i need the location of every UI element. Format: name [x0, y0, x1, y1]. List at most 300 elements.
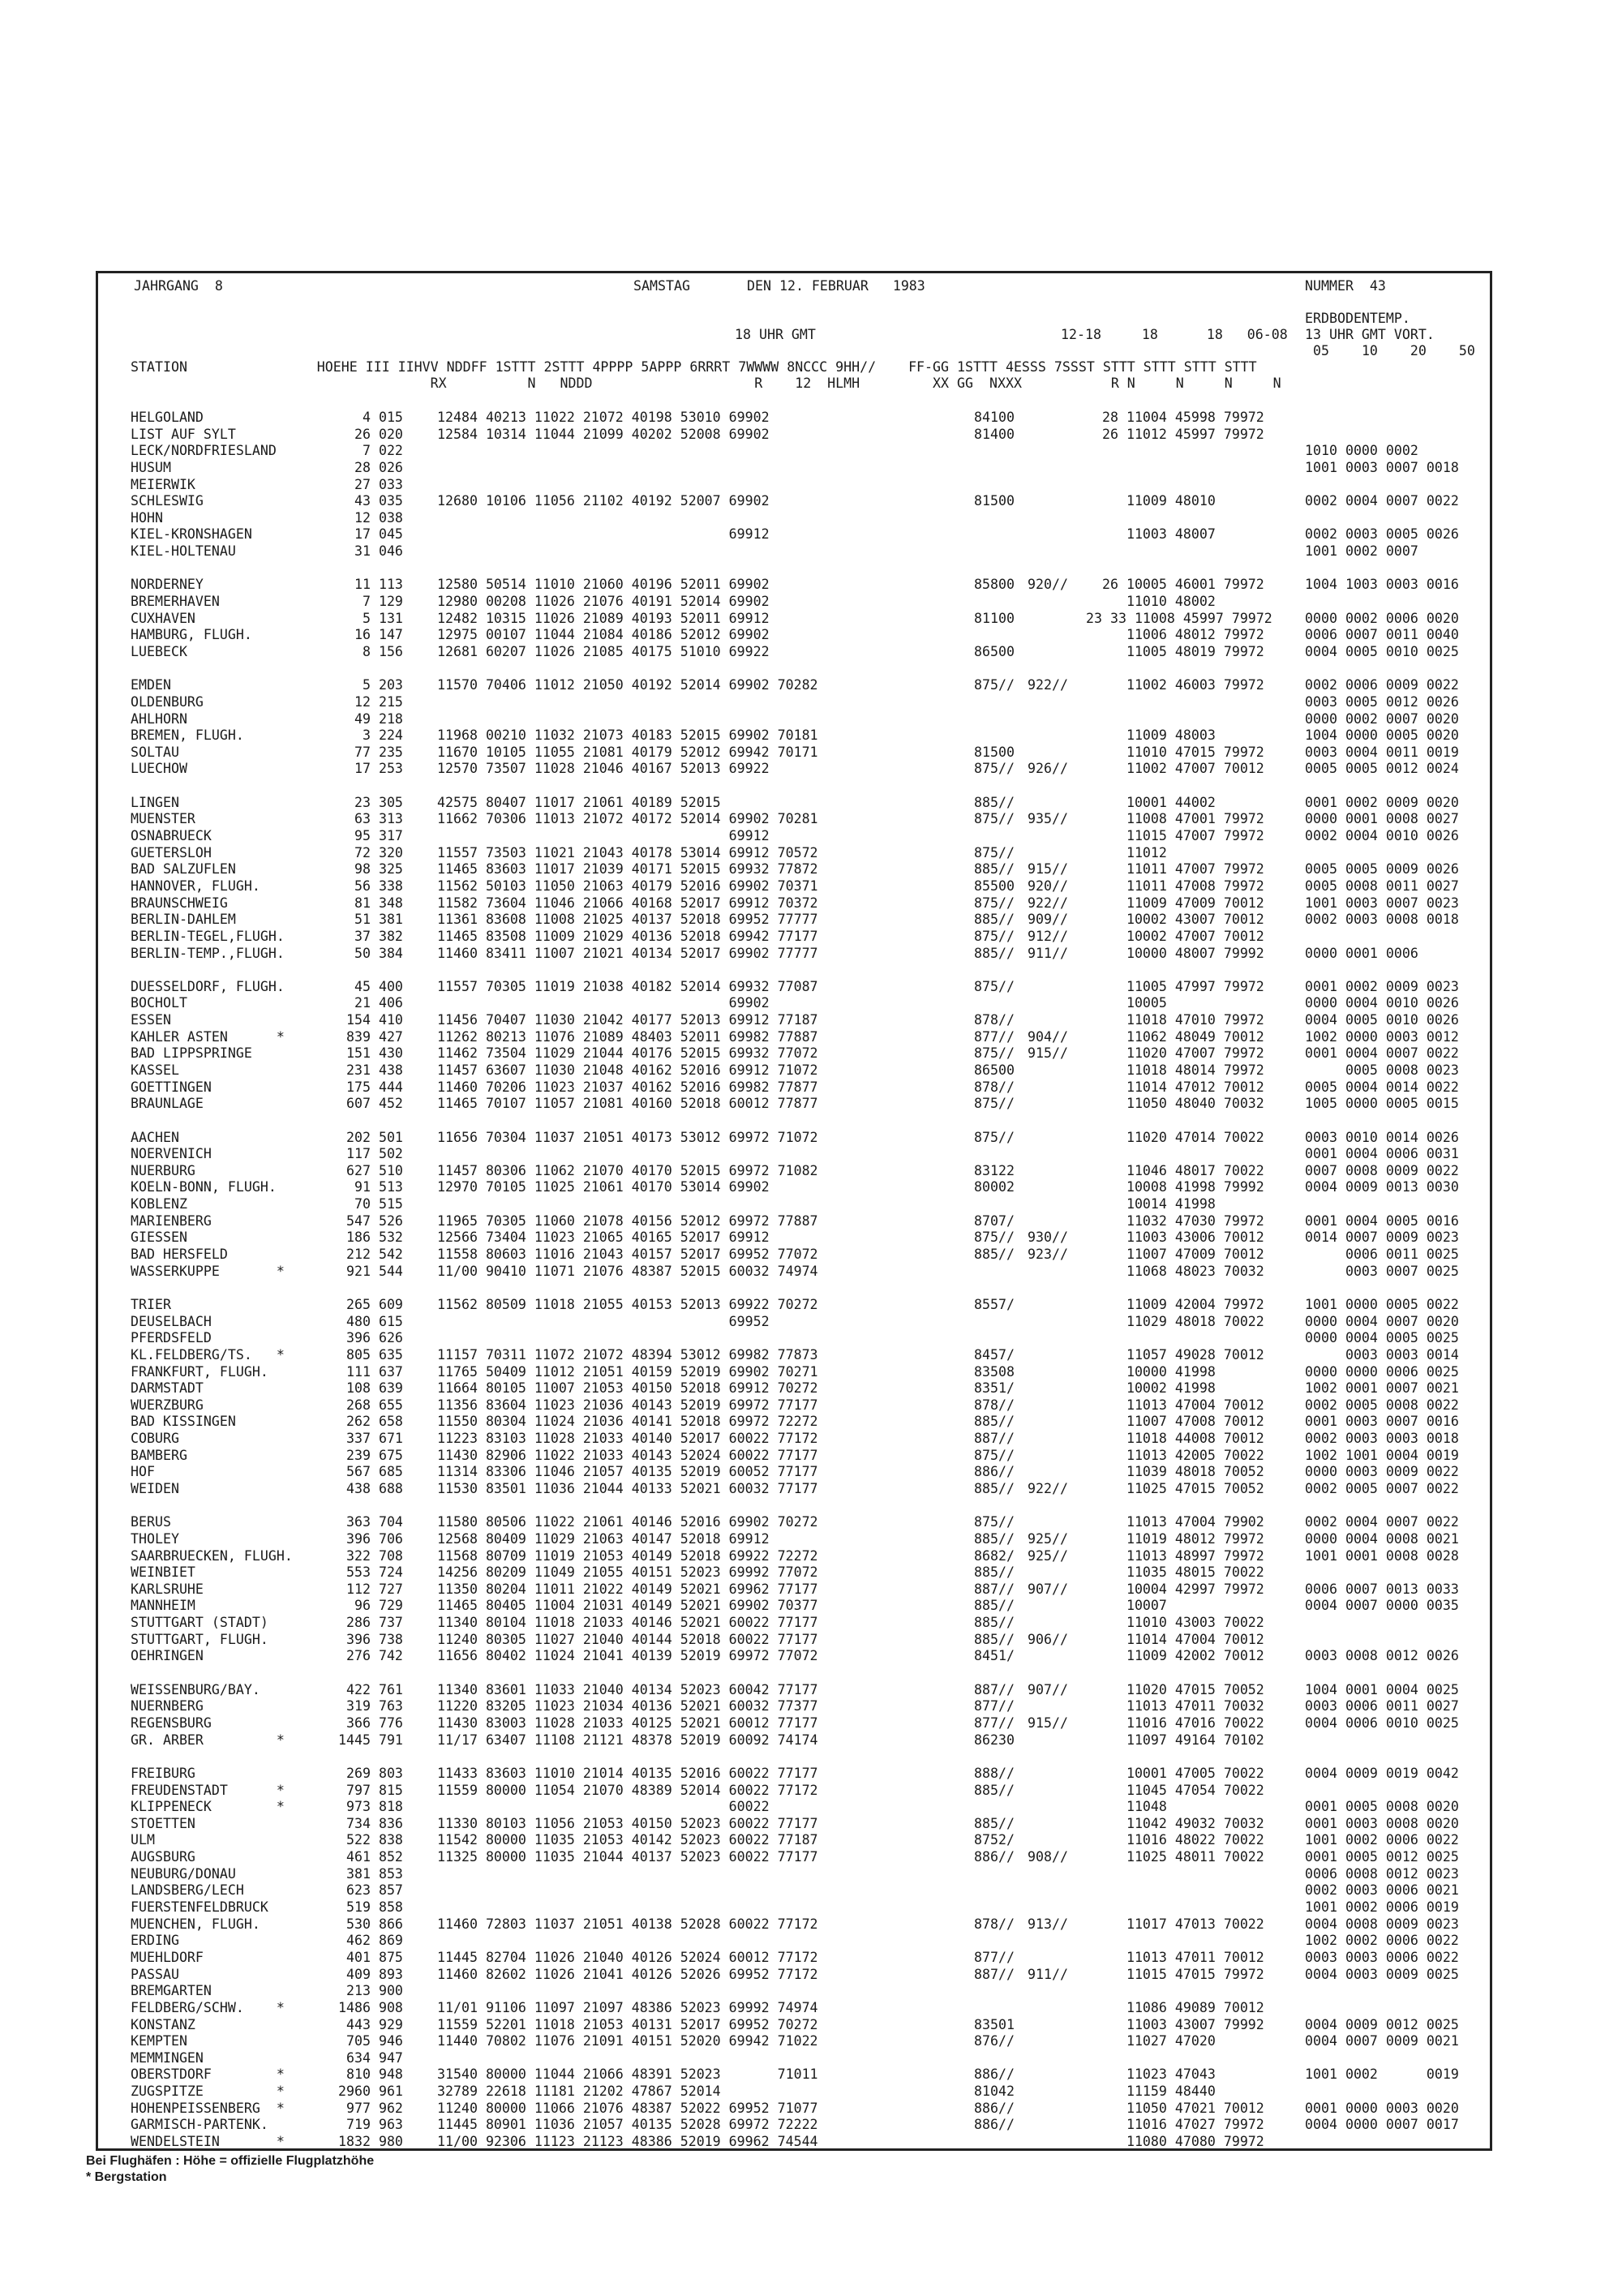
synop-groups: 11559 52201 11018 21053 40131 52017 69952 70272: [437, 2016, 818, 2032]
extra-groups: 11159 48440: [1086, 2084, 1216, 2100]
synop-groups: 69902: [437, 995, 770, 1011]
station-name: KEMPTEN: [131, 2033, 187, 2049]
table-row: [98, 1448, 1490, 1465]
station-name: HOHN: [131, 509, 163, 526]
station-name: KOELN-BONN, FLUGH.: [131, 1179, 277, 1195]
extra-groups: 11012: [1086, 844, 1167, 860]
table-row: [98, 493, 1490, 510]
soil-temperatures: 0006 0008 0012 0023: [1305, 1865, 1459, 1882]
cloud-height-group: 908//: [1028, 1849, 1068, 1865]
cloud-group: 875//: [974, 978, 1015, 994]
extra-groups: 11086 49089 70012: [1086, 1999, 1264, 2015]
cloud-group: 885//: [974, 1530, 1015, 1547]
cloud-group: 84100: [974, 410, 1015, 425]
table-row: [98, 1916, 1490, 1933]
station-name: KL.FELDBERG/TS. *: [131, 1346, 285, 1363]
soil-temperatures: 1002 0002 0006 0022: [1305, 1933, 1459, 1949]
obs-time-13gmt: 13 UHR GMT VORT.: [1305, 327, 1435, 342]
synop-groups: 11559 80000 11054 21070 48389 52014 60022 77172: [437, 1782, 818, 1798]
cloud-group: 886//: [974, 1849, 1015, 1865]
station-name: AHLHORN: [131, 710, 187, 727]
station-name: HUSUM: [131, 459, 171, 475]
station-name: BERUS: [131, 1514, 171, 1530]
table-row: [98, 946, 1490, 963]
synop-groups: 11568 80709 11019 21053 40149 52018 69922 72272: [437, 1547, 818, 1564]
group-spacer: [98, 1498, 1490, 1515]
station-height-id: 12 215: [338, 693, 403, 710]
station-name: GIESSEN: [131, 1230, 187, 1246]
station-height-id: 96 729: [338, 1598, 403, 1614]
station-name: KARLSRUHE: [131, 1581, 204, 1597]
cloud-group: 887//: [974, 1966, 1015, 1982]
synop-groups: 11456 70407 11030 21042 40177 52013 69912 77187: [437, 1012, 818, 1028]
station-height-id: 396 626: [338, 1330, 403, 1346]
synop-groups: 11580 80506 11022 21061 40146 52016 69902 70272: [437, 1514, 818, 1530]
group-spacer: [98, 661, 1490, 678]
soil-temperatures: 0004 0003 0009 0025: [1305, 1966, 1459, 1982]
cloud-height-group: 923//: [1028, 1247, 1068, 1263]
station-name: ULM: [131, 1832, 155, 1848]
extra-groups: 11010 47015 79972: [1086, 744, 1264, 760]
table-row: [98, 1079, 1490, 1097]
station-name: LIST AUF SYLT: [131, 426, 236, 442]
table-row: [98, 1196, 1490, 1213]
station-height-id: 31 046: [338, 543, 403, 560]
cloud-height-group: 909//: [1028, 912, 1068, 928]
issue-number: NUMMER 43: [1305, 278, 1386, 294]
synop-groups: 60022: [437, 1799, 770, 1815]
synop-groups: 11223 83103 11028 21033 40140 52017 60022 77172: [437, 1431, 818, 1447]
station-name: BAMBERG: [131, 1447, 187, 1463]
extra-groups: 11017 47013 70022: [1086, 1916, 1264, 1932]
table-row: [98, 594, 1490, 611]
station-name: NUERBURG: [131, 1162, 195, 1178]
cloud-group: 878//: [974, 1397, 1015, 1413]
station-name: DARMSTADT: [131, 1380, 204, 1397]
extra-groups: 11009 47009 70012: [1086, 895, 1264, 911]
station-height-id: 319 763: [338, 1698, 403, 1714]
table-row: [98, 1766, 1490, 1783]
soil-temperatures: 0005 0008 0011 0027: [1305, 878, 1459, 894]
synop-groups: 12482 10315 11026 21089 40193 52011 69912: [437, 610, 770, 626]
station-height-id: 17 045: [338, 526, 403, 543]
table-row: [98, 727, 1490, 745]
station-name: KLIPPENECK *: [131, 1799, 285, 1815]
table-row: [98, 1598, 1490, 1615]
cloud-height-group: 922//: [1028, 1481, 1068, 1496]
table-row: [98, 1431, 1490, 1448]
soil-temperatures: 0002 0004 0007 0022: [1305, 493, 1459, 509]
extra-groups: 10008 41998 79992: [1086, 1179, 1264, 1195]
synop-groups: 11965 70305 11060 21078 40156 52012 69972 77887: [437, 1212, 818, 1229]
cloud-group: 875//: [974, 928, 1015, 944]
synop-groups: 11465 80405 11004 21031 40149 52021 69902 70377: [437, 1598, 818, 1614]
table-row: [98, 677, 1490, 694]
soil-temperatures: 0002 0004 0010 0026: [1305, 828, 1459, 844]
station-name: FUERSTENFELDBRUCK: [131, 1899, 268, 1916]
soil-temperatures: 0004 0007 0000 0035: [1305, 1598, 1459, 1614]
extra-groups: 11003 48007: [1086, 526, 1216, 543]
extra-groups: 11068 48023 70032: [1086, 1263, 1264, 1279]
station-name: LUECHOW: [131, 761, 187, 777]
station-name: KIEL-KRONSHAGEN: [131, 526, 252, 543]
station-height-id: 337 671: [338, 1431, 403, 1447]
synop-groups: 11557 70305 11019 21038 40182 52014 69932 77087: [437, 978, 818, 994]
soil-temperatures: 1001 0000 0005 0022: [1305, 1296, 1459, 1312]
station-height-id: 3 224: [338, 727, 403, 744]
cloud-group: 885//: [974, 1564, 1015, 1581]
soil-temperatures: 0001 0002 0009 0023: [1305, 978, 1459, 994]
station-height-id: 322 708: [338, 1547, 403, 1564]
station-height-id: 607 452: [338, 1096, 403, 1112]
cloud-group: 885//: [974, 1414, 1015, 1430]
cloud-group: 81042: [974, 2084, 1015, 2100]
extra-groups: 26 11012 45997 79972: [1086, 426, 1264, 442]
station-name: GUETERSLOH: [131, 844, 212, 860]
table-row: [98, 2033, 1490, 2050]
soil-temperatures: 1004 1003 0003 0016: [1305, 577, 1459, 593]
station-name: BRAUNLAGE: [131, 1096, 204, 1112]
cloud-group: 8451/: [974, 1648, 1015, 1664]
station-height-id: 265 609: [338, 1296, 403, 1312]
table-row: [98, 1950, 1490, 1967]
synop-groups: 32789 22618 11181 21202 47867 52014: [437, 2084, 721, 2100]
station-height-id: 547 526: [338, 1212, 403, 1229]
cloud-group: 85800: [974, 577, 1015, 593]
table-row: [98, 577, 1490, 594]
footnotes: [86, 2153, 374, 2186]
station-name: BREMERHAVEN: [131, 594, 220, 610]
synop-groups: 11340 83601 11033 21040 40134 52023 60042 77177: [437, 1681, 818, 1697]
cloud-group: 83122: [974, 1162, 1015, 1178]
soil-temperatures: 0003 0007 0025: [1305, 1263, 1459, 1279]
soil-temperatures: 0004 0009 0019 0042: [1305, 1765, 1459, 1781]
extra-groups: 28 11004 45998 79972: [1086, 410, 1264, 425]
station-height-id: 56 338: [338, 878, 403, 894]
cloud-group: 887//: [974, 1431, 1015, 1447]
table-row: [98, 443, 1490, 460]
cloud-group: 86230: [974, 1732, 1015, 1748]
soil-temperatures: 0000 0004 0005 0025: [1305, 1330, 1459, 1346]
cloud-height-group: 926//: [1028, 761, 1068, 777]
extra-groups: 11020 47007 79972: [1086, 1045, 1264, 1062]
table-row: [98, 1247, 1490, 1264]
cloud-group: 86500: [974, 1062, 1015, 1078]
soil-temperatures: 1001 0001 0008 0028: [1305, 1547, 1459, 1564]
table-row: [98, 1045, 1490, 1062]
station-height-id: 239 675: [338, 1447, 403, 1463]
soil-temperatures: 0002 0003 0003 0018: [1305, 1431, 1459, 1447]
synop-groups: 42575 80407 11017 21061 40189 52015: [437, 794, 721, 810]
station-name: KONSTANZ: [131, 2016, 195, 2032]
synop-groups: 11582 73604 11046 21066 40168 52017 69912 70372: [437, 895, 818, 911]
station-height-id: 12 038: [338, 509, 403, 526]
station-height-id: 2960 961: [338, 2084, 403, 2100]
synop-groups: 11/17 63407 11108 21121 48378 52019 60092 74174: [437, 1732, 818, 1748]
soil-temperatures: 0003 0003 0006 0022: [1305, 1949, 1459, 1965]
cloud-group: 885//: [974, 1815, 1015, 1831]
extra-groups: 11046 48017 70022: [1086, 1162, 1264, 1178]
extra-groups: 10005: [1086, 995, 1167, 1011]
station-height-id: 4 015: [338, 410, 403, 425]
soil-temperatures: 0006 0007 0011 0040: [1305, 627, 1459, 643]
time-columns-label: 12-18 18 18 06-08: [1061, 327, 1288, 342]
extra-groups: 10000 41998: [1086, 1363, 1216, 1380]
station-name: FELDBERG/SCHW. *: [131, 1999, 285, 2015]
table-row: [98, 761, 1490, 778]
station-height-id: 805 635: [338, 1346, 403, 1363]
synop-groups: 11445 80901 11036 21057 40135 52028 69972 72222: [437, 2117, 818, 2133]
cloud-group: 877//: [974, 1949, 1015, 1965]
table-row: [98, 1314, 1490, 1331]
station-name: THOLEY: [131, 1530, 179, 1547]
station-height-id: 396 738: [338, 1631, 403, 1647]
station-height-id: 212 542: [338, 1247, 403, 1263]
station-height-id: 734 836: [338, 1815, 403, 1831]
table-row: [98, 1163, 1490, 1180]
table-row: [98, 895, 1490, 912]
cloud-group: 875//: [974, 1230, 1015, 1246]
station-name: NOERVENICH: [131, 1146, 212, 1162]
soil-temperatures: 0000 0004 0010 0026: [1305, 995, 1459, 1011]
synop-groups: 12484 40213 11022 21072 40198 53010 69902: [437, 410, 770, 425]
soil-temperatures: 0004 0000 0007 0017: [1305, 2117, 1459, 2133]
station-height-id: 11 113: [338, 577, 403, 593]
extra-groups: 10002 47007 70012: [1086, 928, 1264, 944]
table-row: [98, 1130, 1490, 1147]
soil-temperatures: 0002 0003 0008 0018: [1305, 912, 1459, 928]
station-name: GR. ARBER *: [131, 1732, 285, 1748]
station-name: GARMISCH-PARTENK.: [131, 2117, 268, 2133]
cloud-group: 878//: [974, 1916, 1015, 1932]
table-row: [98, 1179, 1490, 1196]
synop-groups: 11/00 92306 11123 21123 48386 52019 69962 74544: [437, 2133, 818, 2149]
extra-groups: 26 10005 46001 79972: [1086, 577, 1264, 593]
soil-temperatures: 0000 0001 0008 0027: [1305, 811, 1459, 827]
station-height-id: 70 515: [338, 1196, 403, 1212]
extra-groups: 11016 47016 70022: [1086, 1714, 1264, 1731]
station-height-id: 17 253: [338, 761, 403, 777]
soil-temperatures: 0000 0004 0008 0021: [1305, 1530, 1459, 1547]
station-name: ESSEN: [131, 1012, 171, 1028]
extra-groups: 11029 48018 70022: [1086, 1313, 1264, 1329]
synop-groups: 11557 73503 11021 21043 40178 53014 69912 70572: [437, 844, 818, 860]
cloud-group: 875//: [974, 895, 1015, 911]
cloud-group: 83508: [974, 1363, 1015, 1380]
table-row: [98, 611, 1490, 628]
obs-time-18gmt: 18 UHR GMT: [735, 327, 816, 342]
extra-groups: 11013 48997 79972: [1086, 1547, 1264, 1564]
table-row: [98, 1012, 1490, 1029]
station-name: HANNOVER, FLUGH.: [131, 878, 260, 894]
station-name: NUERNBERG: [131, 1698, 204, 1714]
soil-temperatures: 0005 0005 0012 0024: [1305, 761, 1459, 777]
extra-groups: 11002 46003 79972: [1086, 677, 1264, 693]
station-height-id: 5 131: [338, 610, 403, 626]
table-row: [98, 1632, 1490, 1649]
soil-temperature-heading: ERDBODENTEMP.: [1305, 311, 1410, 326]
station-name: GOETTINGEN: [131, 1079, 212, 1095]
soil-temperatures: 1004 0000 0005 0020: [1305, 727, 1459, 744]
weekday-label: SAMSTAG: [633, 278, 690, 294]
soil-temperatures: 0002 0005 0008 0022: [1305, 1397, 1459, 1413]
cloud-height-group: 920//: [1028, 878, 1068, 894]
station-name: BOCHOLT: [131, 995, 187, 1011]
station-height-id: 443 929: [338, 2016, 403, 2032]
extra-groups: 11013 47011 70032: [1086, 1698, 1264, 1714]
extra-groups: 11042 49032 70032: [1086, 1815, 1264, 1831]
station-height-id: 627 510: [338, 1162, 403, 1178]
station-name: SOLTAU: [131, 744, 179, 760]
station-height-id: 26 020: [338, 426, 403, 442]
synop-groups: 11325 80000 11035 21044 40137 52023 60022 77177: [437, 1849, 818, 1865]
station-height-id: 567 685: [338, 1464, 403, 1480]
synop-groups: 11445 82704 11026 21040 40126 52024 60012 77172: [437, 1949, 818, 1965]
station-name: HOHENPEISSENBERG *: [131, 2100, 285, 2116]
cloud-group: 875//: [974, 1129, 1015, 1145]
station-height-id: 973 818: [338, 1799, 403, 1815]
cloud-group: 875//: [974, 1447, 1015, 1463]
soil-temperatures: 0000 0004 0007 0020: [1305, 1313, 1459, 1329]
extra-groups: 11023 47043: [1086, 2066, 1216, 2083]
station-name: WUERZBURG: [131, 1397, 204, 1413]
station-height-id: 1486 908: [338, 1999, 403, 2015]
table-row: [98, 1933, 1490, 1950]
synop-groups: 11430 83003 11028 21033 40125 52021 60012 77177: [437, 1714, 818, 1731]
station-name: WASSERKUPPE *: [131, 1263, 285, 1279]
table-row: [98, 1849, 1490, 1866]
station-name: DUESSELDORF, FLUGH.: [131, 978, 285, 994]
table-row: [98, 1364, 1490, 1381]
table-row: [98, 1230, 1490, 1247]
extra-groups: 11020 47015 70052: [1086, 1681, 1264, 1697]
soil-temperatures: 0005 0004 0014 0022: [1305, 1079, 1459, 1095]
cloud-group: 8752/: [974, 1832, 1015, 1848]
station-name: WEIDEN: [131, 1481, 179, 1496]
cloud-group: 81500: [974, 493, 1015, 509]
cloud-group: 8351/: [974, 1380, 1015, 1397]
synop-groups: 11460 83411 11007 21021 40134 52017 69902 77777: [437, 945, 818, 961]
station-height-id: 21 406: [338, 995, 403, 1011]
synop-groups: 12566 73404 11023 21065 40165 52017 69912: [437, 1230, 770, 1246]
table-row: [98, 1866, 1490, 1883]
cloud-group: 885//: [974, 1615, 1015, 1631]
synop-groups: 11460 72803 11037 21051 40138 52028 60022 77172: [437, 1916, 818, 1932]
extra-groups: 11025 48011 70022: [1086, 1849, 1264, 1865]
station-height-id: 461 852: [338, 1849, 403, 1865]
cloud-group: 878//: [974, 1012, 1015, 1028]
soil-temperatures: 1004 0001 0004 0025: [1305, 1681, 1459, 1697]
extra-groups: 11008 47001 79972: [1086, 811, 1264, 827]
synop-groups: 11765 50409 11012 21051 40159 52019 69902 70271: [437, 1363, 818, 1380]
table-row: [98, 1531, 1490, 1548]
station-height-id: 634 947: [338, 2049, 403, 2066]
cloud-group: 877//: [974, 1698, 1015, 1714]
station-height-id: 213 900: [338, 1983, 403, 1999]
soil-temperatures: 0001 0005 0008 0020: [1305, 1799, 1459, 1815]
table-row: [98, 1464, 1490, 1481]
synop-groups: 11340 80104 11018 21033 40146 52021 60022 77177: [437, 1615, 818, 1631]
table-row: [98, 1330, 1490, 1347]
table-row: [98, 510, 1490, 527]
station-height-id: 839 427: [338, 1028, 403, 1045]
cloud-group: 885//: [974, 1598, 1015, 1614]
extra-groups: 10002 43007 70012: [1086, 912, 1264, 928]
table-row: [98, 1029, 1490, 1046]
station-name: BAD LIPPSPRINGE: [131, 1045, 252, 1062]
weather-table-frame: [96, 271, 1492, 2151]
station-height-id: 202 501: [338, 1129, 403, 1145]
cloud-group: 878//: [974, 1079, 1015, 1095]
cloud-group: 885//: [974, 945, 1015, 961]
soil-temperatures: 0001 0004 0005 0016: [1305, 1212, 1459, 1229]
soil-temperatures: 0003 0006 0011 0027: [1305, 1698, 1459, 1714]
station-name: OBERSTDORF *: [131, 2066, 285, 2083]
soil-temperatures: 0001 0004 0007 0022: [1305, 1045, 1459, 1062]
synop-groups: 11664 80105 11007 21053 40150 52018 69912 70272: [437, 1380, 818, 1397]
soil-temperatures: 0007 0008 0009 0022: [1305, 1162, 1459, 1178]
soil-temperatures: 0004 0005 0010 0025: [1305, 643, 1459, 659]
synop-groups: 11968 00210 11032 21073 40183 52015 69902 70181: [437, 727, 818, 744]
soil-temperatures: 1001 0002 0006 0019: [1305, 1899, 1459, 1916]
group-spacer: [98, 1113, 1490, 1130]
station-height-id: 5 203: [338, 677, 403, 693]
station-height-id: 705 946: [338, 2033, 403, 2049]
table-row: [98, 1816, 1490, 1833]
synop-groups: 11465 83508 11009 21029 40136 52018 69942 77177: [437, 928, 818, 944]
table-row: [98, 410, 1490, 427]
table-row: [98, 460, 1490, 477]
soil-temperatures: 0003 0008 0012 0026: [1305, 1648, 1459, 1664]
extra-groups: 10004 42997 79972: [1086, 1581, 1264, 1597]
station-height-id: 921 544: [338, 1263, 403, 1279]
soil-temperatures: 0004 0009 0013 0030: [1305, 1179, 1459, 1195]
table-row: [98, 477, 1490, 494]
extra-groups: 11018 47010 79972: [1086, 1012, 1264, 1028]
station-name: ZUGSPITZE *: [131, 2084, 285, 2100]
synop-groups: 11460 70206 11023 21037 40162 52016 69982 77877: [437, 1079, 818, 1095]
station-height-id: 186 532: [338, 1230, 403, 1246]
table-row: [98, 1983, 1490, 2000]
soil-temperatures: 0004 0007 0009 0021: [1305, 2033, 1459, 2049]
extra-groups: 10014 41998: [1086, 1196, 1216, 1212]
soil-temperatures: 1005 0000 0005 0015: [1305, 1096, 1459, 1112]
table-row: [98, 745, 1490, 762]
station-name: MEMMINGEN: [131, 2049, 204, 2066]
cloud-group: 875//: [974, 811, 1015, 827]
table-row: [98, 1264, 1490, 1281]
cloud-group: 875//: [974, 677, 1015, 693]
station-height-id: 111 637: [338, 1363, 403, 1380]
synop-groups: 11465 83603 11017 21039 40171 52015 69932 77872: [437, 861, 818, 878]
cloud-group: 885//: [974, 912, 1015, 928]
station-height-id: 108 639: [338, 1380, 403, 1397]
table-row: [98, 1882, 1490, 1899]
station-height-id: 112 727: [338, 1581, 403, 1597]
station-height-id: 28 026: [338, 459, 403, 475]
synop-groups: 11550 80304 11024 21036 40141 52018 69972 72272: [437, 1414, 818, 1430]
soil-temperatures: 0002 0003 0005 0026: [1305, 526, 1459, 543]
table-row: [98, 2101, 1490, 2118]
station-name: BAD HERSFELD: [131, 1247, 228, 1263]
soil-temperatures: 0000 0000 0006 0025: [1305, 1363, 1459, 1380]
soil-temperatures: 0001 0004 0006 0031: [1305, 1146, 1459, 1162]
cloud-height-group: 930//: [1028, 1230, 1068, 1246]
extra-groups: 11009 48003: [1086, 727, 1216, 744]
synop-groups: 12568 80409 11029 21063 40147 52018 69912: [437, 1530, 770, 1547]
station-name: NEUBURG/DONAU: [131, 1865, 236, 1882]
station-name: HOF: [131, 1464, 155, 1480]
